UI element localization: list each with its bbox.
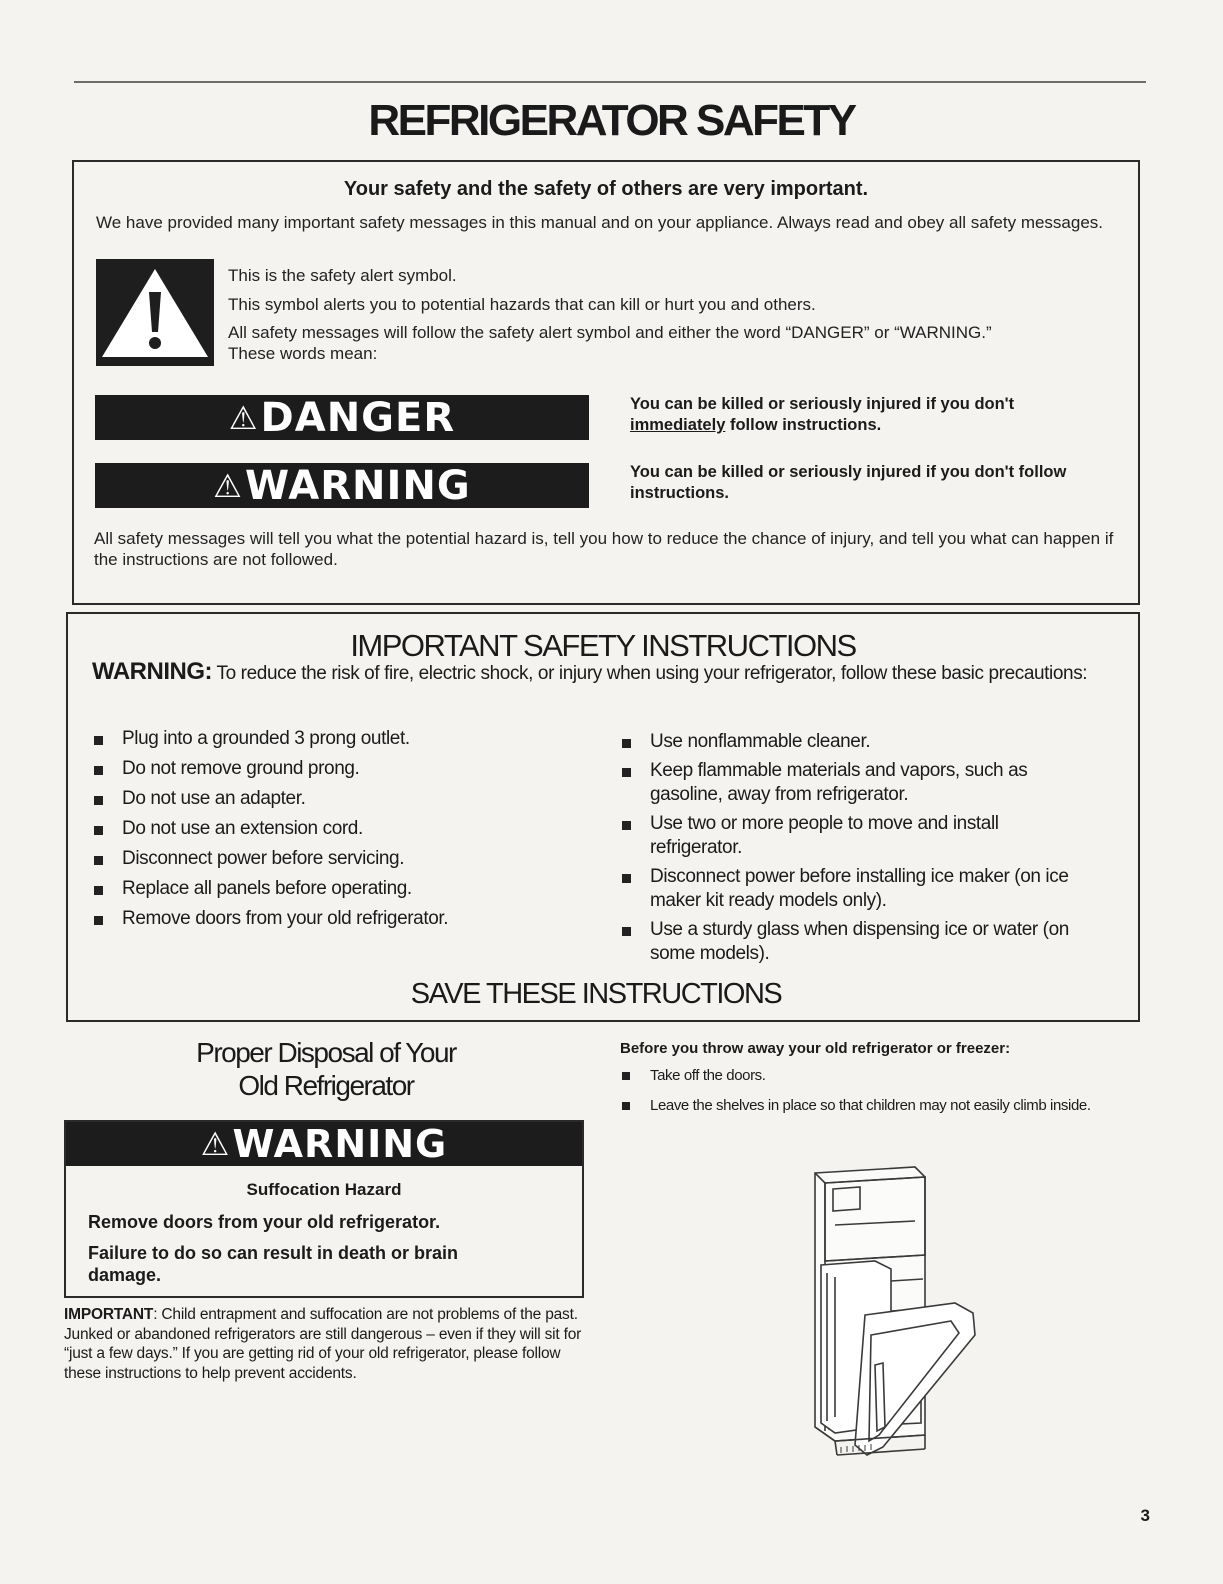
important-text: : Child entrapment and suffocation are not problems of the past. Junked or abandoned refrigerators are still dangerous – even if they will sit for “just a few days.” If you are getting rid of your old refrigerator, please follow these instructions to help prevent accidents. bbox=[64, 1306, 582, 1382]
list-item: Plug into a grounded 3 prong outlet. bbox=[92, 727, 592, 751]
list-item: Keep flammable materials and vapors, such as gasoline, away from refrigerator. bbox=[620, 759, 1090, 807]
list-item: Use two or more people to move and install refrigerator. bbox=[620, 812, 1090, 860]
instructions-left-list bbox=[92, 727, 592, 937]
warning-word: WARNING: bbox=[92, 658, 212, 685]
before-list bbox=[620, 1066, 1120, 1126]
list-item: Use a sturdy glass when dispensing ice or water (on some models). bbox=[620, 918, 1090, 966]
danger-label: DANGER bbox=[260, 394, 456, 441]
list-item: Do not use an extension cord. bbox=[92, 817, 592, 841]
alert-line-1: This is the safety alert symbol. bbox=[228, 266, 457, 285]
refrigerator-illustration bbox=[775, 1165, 985, 1465]
safety-closing: All safety messages will tell you what the potential hazard is, tell you how to reduce the chance of injury, and tell you what can happen if the instructions are not followed. bbox=[94, 529, 1114, 569]
list-item: Take off the doors. bbox=[620, 1066, 1120, 1085]
disposal-title-line-2: Old Refrigerator bbox=[238, 1070, 414, 1101]
top-rule bbox=[74, 81, 1146, 83]
safety-box-heading: Your safety and the safety of others are very important. bbox=[343, 178, 869, 200]
hazard-line-2: Failure to do so can result in death or brain damage. bbox=[88, 1243, 459, 1285]
warning-triangle-icon: ⚠ bbox=[228, 398, 259, 437]
warning-signal-bar bbox=[95, 463, 589, 508]
list-item: Remove doors from your old refrigerator. bbox=[92, 907, 592, 931]
warning-text: To reduce the risk of fire, electric shock, or injury when using your refrigerator, follow these basic precautions: bbox=[216, 663, 1088, 684]
important-paragraph bbox=[64, 1305, 586, 1383]
page-number: 3 bbox=[1140, 1506, 1150, 1525]
disposal-warning-bar bbox=[66, 1122, 582, 1166]
safety-alert-triangle-icon bbox=[96, 259, 214, 366]
page-title: REFRIGERATOR SAFETY bbox=[368, 96, 855, 145]
alert-line-2: This symbol alerts you to potential hazards that can kill or hurt you and others. bbox=[228, 295, 816, 314]
hazard-title: Suffocation Hazard bbox=[246, 1180, 402, 1199]
hazard-line-1: Remove doors from your old refrigerator. bbox=[88, 1212, 441, 1232]
list-item: Do not use an adapter. bbox=[92, 787, 592, 811]
danger-msg-underline: immediately bbox=[630, 416, 726, 434]
list-item: Leave the shelves in place so that children may not easily climb inside. bbox=[620, 1096, 1120, 1115]
list-item: Disconnect power before installing ice maker (on ice maker kit ready models only). bbox=[620, 865, 1090, 913]
instructions-heading: IMPORTANT SAFETY INSTRUCTIONS bbox=[350, 628, 856, 663]
danger-msg-start: You can be killed or seriously injured if you don't bbox=[630, 395, 1015, 413]
list-item: Do not remove ground prong. bbox=[92, 757, 592, 781]
danger-message bbox=[630, 394, 1110, 436]
list-item: Replace all panels before operating. bbox=[92, 877, 592, 901]
warning-triangle-icon: ⚠ bbox=[200, 1125, 231, 1163]
disposal-warning-label: WARNING bbox=[232, 1122, 448, 1166]
before-heading: Before you throw away your old refrigerator or freezer: bbox=[620, 1040, 1011, 1057]
instructions-right-list bbox=[620, 730, 1090, 971]
save-instructions: SAVE THESE INSTRUCTIONS bbox=[410, 978, 782, 1010]
disposal-title-line-1: Proper Disposal of Your bbox=[196, 1037, 456, 1068]
danger-msg-end: follow instructions. bbox=[729, 416, 882, 434]
list-item: Disconnect power before servicing. bbox=[92, 847, 592, 871]
warning-triangle-icon: ⚠ bbox=[213, 466, 243, 505]
safety-intro: We have provided many important safety messages in this manual and on your appliance. Always read and obey all safety messages. bbox=[96, 213, 1104, 232]
list-item: Use nonflammable cleaner. bbox=[620, 730, 1090, 754]
instructions-warning bbox=[92, 660, 1132, 686]
disposal-title bbox=[66, 1036, 586, 1102]
warning-message: You can be killed or seriously injured if you don't follow instructions. bbox=[630, 463, 1067, 502]
alert-line-3: All safety messages will follow the safety alert symbol and either the word “DANGER” or “WARNING.” These words mean: bbox=[228, 323, 992, 363]
warning-label: WARNING bbox=[244, 462, 471, 509]
important-label: IMPORTANT bbox=[64, 1306, 154, 1323]
danger-signal-bar bbox=[95, 395, 589, 440]
